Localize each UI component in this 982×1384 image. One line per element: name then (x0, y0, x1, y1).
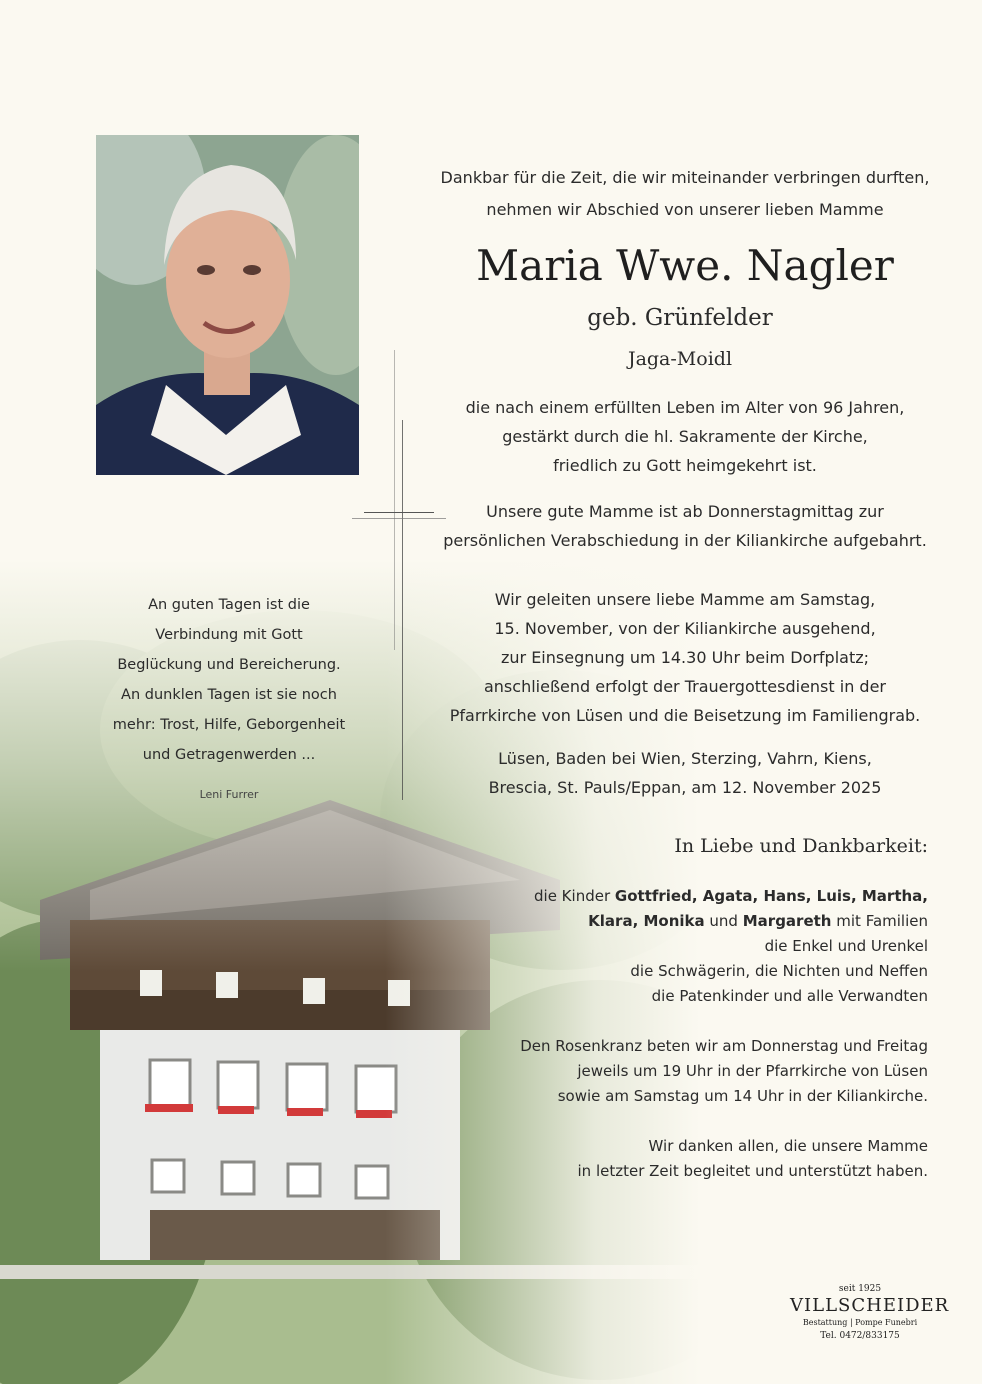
text-line: die nach einem erfüllten Leben im Alter von 96 Jahren, (465, 398, 905, 417)
quote-line: Beglückung und Bereicherung. (117, 657, 341, 673)
cross-bar (364, 512, 434, 513)
quote-line: und Getragenwerden ... (142, 747, 316, 763)
text-line: 15. November, von der Kiliankirche ausgehend, (494, 619, 876, 638)
text-line: Unsere gute Mamme ist ab Donnerstagmittag zur (486, 502, 884, 521)
intro-line: nehmen wir Abschied von unserer lieben Mamme (486, 200, 884, 219)
children-names: Gottfried, Agata, Hans, Luis, Martha, (614, 887, 928, 905)
deceased-name: Maria Wwe. Nagler (476, 241, 894, 290)
text-line: sowie am Samstag um 14 Uhr in der Kiliankirche. (557, 1087, 928, 1105)
text-line: Wir danken allen, die unsere Mamme (648, 1137, 928, 1155)
text-line: friedlich zu Gott heimgekehrt ist. (553, 456, 817, 475)
text-line: in letzter Zeit begleitet und unterstützt haben. (577, 1162, 928, 1180)
cross-ornament-secondary (394, 350, 395, 650)
funeral-home-logo (790, 1284, 950, 1343)
logo-since: seit 1925 (838, 1284, 882, 1294)
quote-line: An dunklen Tagen ist sie noch (121, 687, 337, 703)
logo-phone: Tel. 0472/833175 (820, 1331, 900, 1341)
text-line: jeweils um 19 Uhr in der Pfarrkirche von Lüsen (577, 1062, 928, 1080)
children-line (430, 884, 928, 909)
places-and-date (430, 744, 940, 802)
children-names: Margareth (742, 912, 832, 930)
text-line: zur Einsegnung um 14.30 Uhr beim Dorfplatz; (500, 648, 870, 667)
quote-author: Leni Furrer (199, 788, 259, 801)
quote (96, 590, 362, 770)
death-notice (430, 393, 940, 480)
intro-line: Dankbar für die Zeit, die wir miteinander verbringen durften, (440, 168, 930, 187)
logo-subtitle: Bestattung | Pompe Funebri (802, 1318, 918, 1327)
children-names: Klara, Monika (588, 912, 705, 930)
mourner-line: die Patenkinder und alle Verwandten (651, 987, 928, 1005)
intro-text (430, 162, 940, 226)
text-line: gestärkt durch die hl. Sakramente der Kirche, (502, 427, 868, 446)
children-prefix: die Kinder (534, 887, 611, 905)
mourners-list (430, 884, 928, 1009)
text-line: Brescia, St. Pauls/Eppan, am 12. November 2025 (488, 778, 882, 797)
mourner-line: die Enkel und Urenkel (764, 937, 928, 955)
text-line: Lüsen, Baden bei Wien, Sterzing, Vahrn, Kiens, (498, 749, 872, 768)
quote-line: Verbindung mit Gott (155, 627, 303, 643)
quote-line: mehr: Trost, Hilfe, Geborgenheit (112, 717, 346, 733)
children-line (430, 909, 928, 934)
text-line: anschließend erfolgt der Trauergottesdienst in der (483, 677, 886, 696)
logo-brand: VILLSCHEIDER (790, 1295, 950, 1316)
text-line: Pfarrkirche von Lüsen und die Beisetzung im Familiengrab. (449, 706, 921, 725)
cross-ornament (402, 420, 403, 800)
children-suffix: mit Familien (836, 912, 928, 930)
closing-thanks (430, 1134, 928, 1184)
text-line: Wir geleiten unsere liebe Mamme am Samstag, (494, 590, 876, 609)
rosary-notice (430, 1034, 928, 1109)
text-line: persönlichen Verabschiedung in der Kiliankirche aufgebahrt. (443, 531, 927, 550)
mourner-line: die Schwägerin, die Nichten und Neffen (630, 962, 928, 980)
children-and: und (709, 912, 738, 930)
text-line: Den Rosenkranz beten wir am Donnerstag und Freitag (520, 1037, 928, 1055)
mourners-title: In Liebe und Dankbarkeit: (674, 835, 928, 857)
nickname: Jaga-Moidl (627, 348, 733, 370)
viewing-notice (430, 497, 940, 555)
portrait-photo (96, 135, 359, 475)
quote-line: An guten Tagen ist die (148, 597, 310, 613)
birth-name: geb. Grünfelder (587, 305, 773, 331)
funeral-notice (430, 585, 940, 730)
